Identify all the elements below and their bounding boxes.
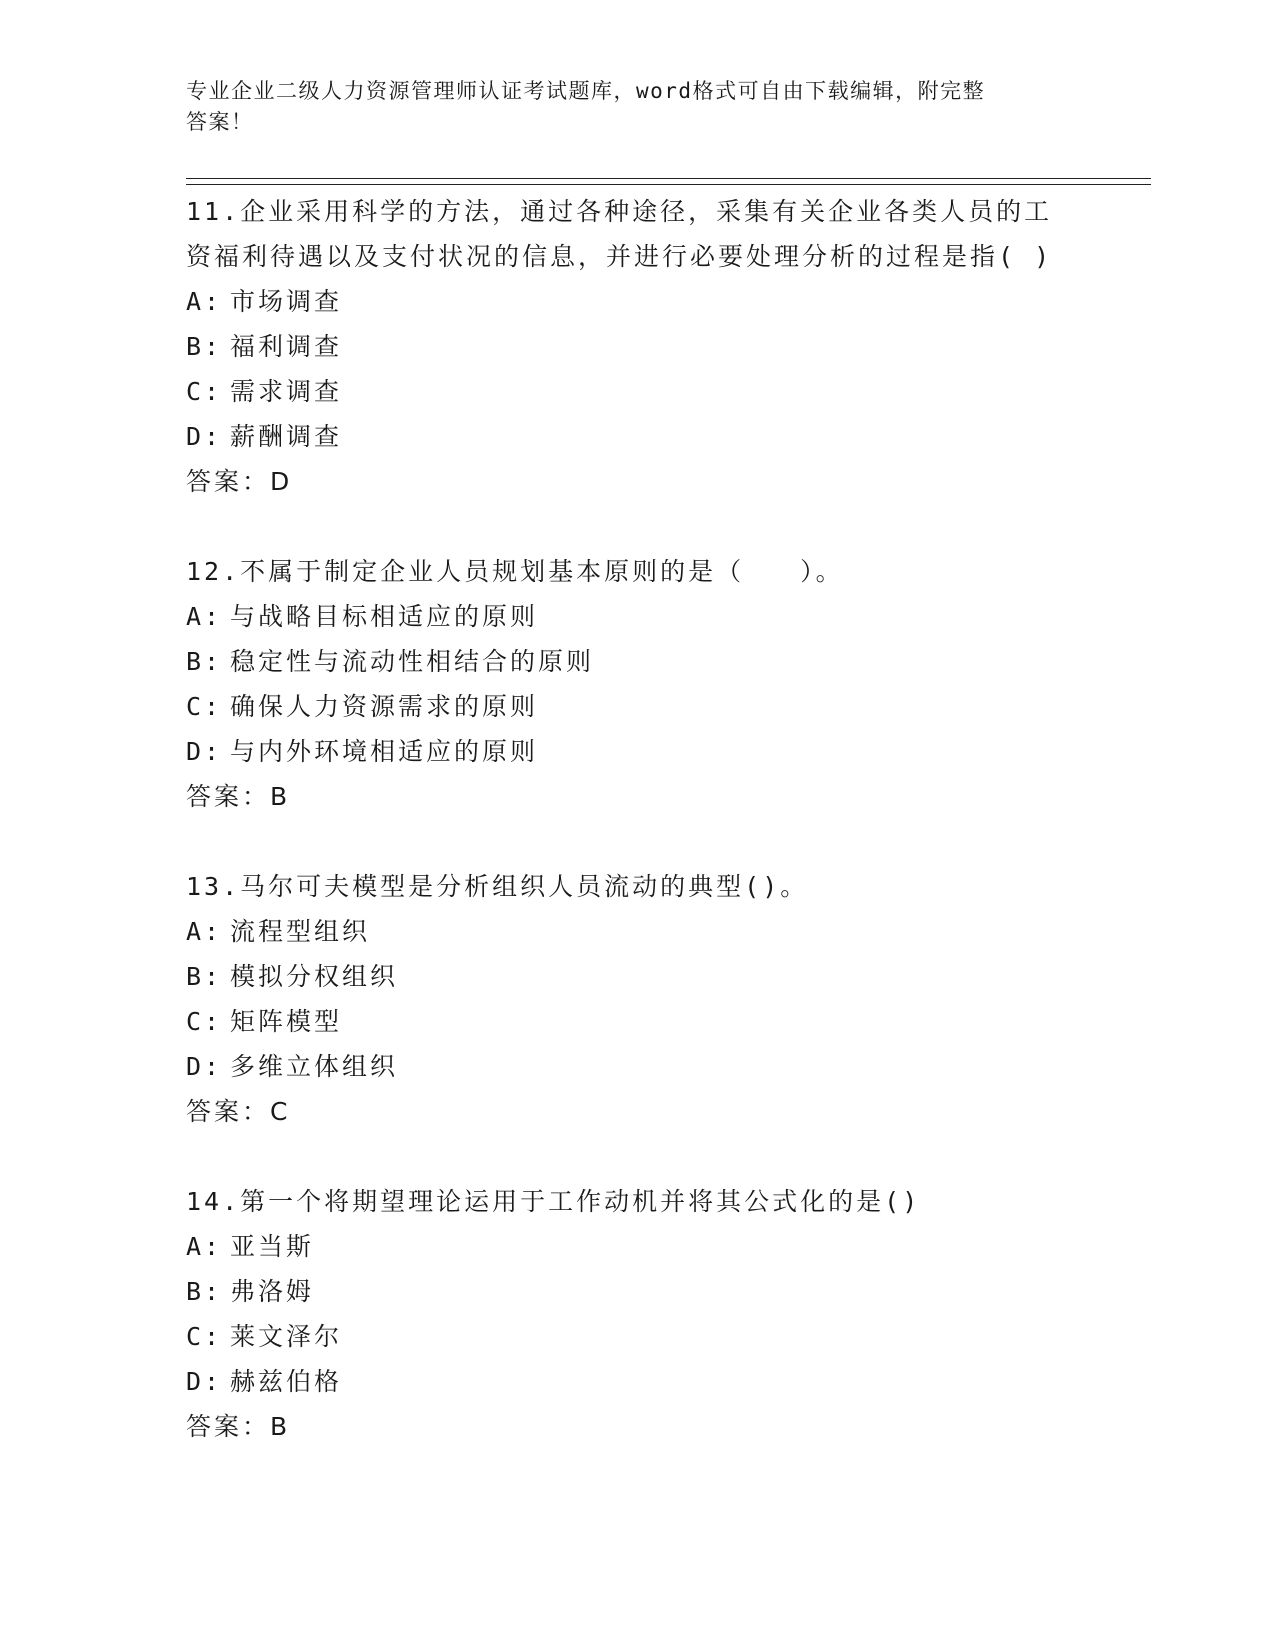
question-number: 13. [186, 872, 241, 901]
document-header [186, 76, 1066, 138]
option-d [186, 1359, 1086, 1404]
question-text-line-2: 资福利待遇以及支付状况的信息，并进行必要处理分析的过程是指( ) [186, 242, 1053, 271]
option-letter: B: [186, 1277, 223, 1306]
option-text: 与战略目标相适应的原则 [230, 602, 539, 631]
answer-label: 答案： [186, 1412, 271, 1441]
option-d [186, 1044, 1086, 1089]
option-a [186, 909, 1086, 954]
option-b [186, 1269, 1086, 1314]
option-text: 市场调查 [230, 287, 343, 316]
answer-value: C [270, 1097, 291, 1126]
option-b [186, 639, 1086, 684]
answer-value: B [270, 1412, 291, 1441]
option-text: 稳定性与流动性相结合的原则 [230, 647, 595, 676]
header-divider-bottom [186, 184, 1151, 185]
option-text: 需求调查 [230, 377, 343, 406]
option-letter: C: [186, 1322, 223, 1351]
option-text: 多维立体组织 [230, 1052, 399, 1081]
option-letter: B: [186, 962, 223, 991]
option-c [186, 369, 1086, 414]
option-letter: A: [186, 917, 223, 946]
question-list [186, 189, 1086, 1494]
option-letter: C: [186, 692, 223, 721]
question-stem [186, 189, 1086, 234]
option-letter: D: [186, 1367, 223, 1396]
answer-line [186, 774, 1086, 819]
answer-label: 答案： [186, 1097, 271, 1126]
option-a [186, 594, 1086, 639]
option-text: 赫兹伯格 [230, 1367, 343, 1396]
question-stem [186, 864, 1086, 909]
question-number: 14. [186, 1187, 241, 1216]
answer-line [186, 1089, 1086, 1134]
option-letter: C: [186, 1007, 223, 1036]
option-text: 与内外环境相适应的原则 [230, 737, 539, 766]
question-text-line-1: 不属于制定企业人员规划基本原则的是（ ）。 [240, 557, 844, 586]
question-stem [186, 1179, 1086, 1224]
option-letter: B: [186, 332, 223, 361]
option-text: 流程型组织 [230, 917, 371, 946]
option-text: 薪酬调查 [230, 422, 343, 451]
option-text: 模拟分权组织 [230, 962, 399, 991]
header-line-1: 专业企业二级人力资源管理师认证考试题库，word格式可自由下载编辑，附完整 [186, 79, 986, 103]
option-letter: D: [186, 422, 223, 451]
option-a [186, 279, 1086, 324]
answer-value: D [270, 467, 293, 496]
question-13 [186, 864, 1086, 1134]
option-letter: A: [186, 1232, 223, 1261]
option-text: 福利调查 [230, 332, 343, 361]
option-letter: D: [186, 1052, 223, 1081]
option-letter: A: [186, 602, 223, 631]
answer-line [186, 459, 1086, 504]
question-number: 12. [186, 557, 241, 586]
answer-label: 答案： [186, 467, 271, 496]
answer-label: 答案： [186, 782, 271, 811]
option-a [186, 1224, 1086, 1269]
answer-line [186, 1404, 1086, 1449]
option-letter: A: [186, 287, 223, 316]
option-text: 弗洛姆 [230, 1277, 315, 1306]
option-b [186, 324, 1086, 369]
question-number: 11. [186, 197, 241, 226]
option-c [186, 684, 1086, 729]
option-b [186, 954, 1086, 999]
option-letter: B: [186, 647, 223, 676]
question-text-line-1: 企业采用科学的方法，通过各种途径，采集有关企业各类人员的工 [240, 197, 1053, 226]
option-c [186, 1314, 1086, 1359]
option-d [186, 414, 1086, 459]
header-line-2: 答案！ [186, 110, 254, 134]
option-letter: D: [186, 737, 223, 766]
question-text-line-1: 第一个将期望理论运用于工作动机并将其公式化的是() [240, 1187, 921, 1216]
question-14 [186, 1179, 1086, 1449]
option-text: 矩阵模型 [230, 1007, 343, 1036]
option-letter: C: [186, 377, 223, 406]
header-divider-top [186, 178, 1151, 179]
question-11 [186, 189, 1086, 504]
option-d [186, 729, 1086, 774]
question-12 [186, 549, 1086, 819]
question-stem [186, 549, 1086, 594]
answer-value: B [270, 782, 291, 811]
option-text: 亚当斯 [230, 1232, 315, 1261]
option-text: 确保人力资源需求的原则 [230, 692, 539, 721]
option-text: 莱文泽尔 [230, 1322, 343, 1351]
question-text-line-1: 马尔可夫模型是分析组织人员流动的典型()。 [240, 872, 809, 901]
option-c [186, 999, 1086, 1044]
